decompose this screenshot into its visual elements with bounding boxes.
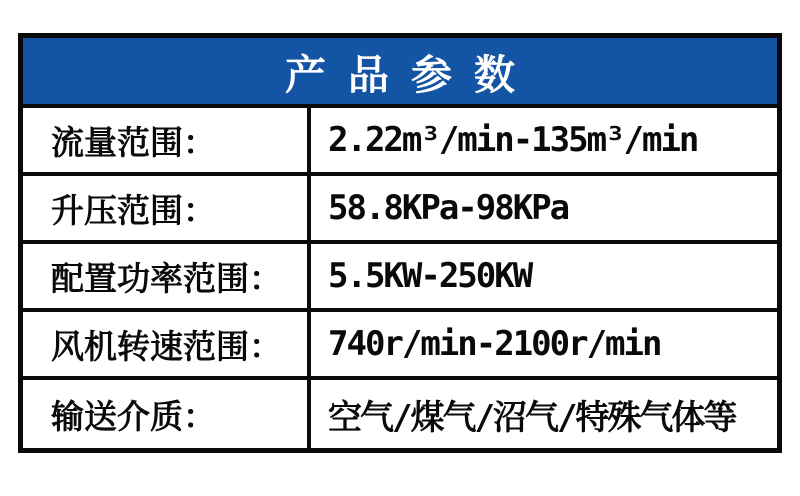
table-row-power-range	[23, 244, 777, 312]
table-row-transport-medium	[23, 380, 777, 448]
table-title: 产品参数	[285, 51, 537, 98]
table-row-flow-range	[23, 108, 777, 176]
row-value-power-range: 5.5KW-250KW	[328, 256, 532, 296]
row-label-fan-speed-range: 风机转速范围：	[23, 312, 311, 376]
table-row-pressure-range	[23, 176, 777, 244]
table-row-fan-speed-range	[23, 312, 777, 380]
row-label-transport-medium: 输送介质：	[23, 380, 311, 448]
product-parameters-table	[18, 33, 782, 453]
row-label-power-range: 配置功率范围：	[23, 244, 311, 308]
row-value-pressure-range: 58.8KPa-98KPa	[328, 188, 569, 228]
table-header	[23, 38, 777, 108]
row-value-fan-speed-range: 740r/min-2100r/min	[328, 324, 661, 364]
row-label-flow-range: 流量范围：	[23, 108, 311, 172]
row-value-flow-range: 2.22m³/min-135m³/min	[328, 120, 698, 160]
row-label-pressure-range: 升压范围：	[23, 176, 311, 240]
row-value-transport-medium: 空气/煤气/沼气/特殊气体等	[328, 397, 736, 438]
table-body	[23, 108, 777, 448]
